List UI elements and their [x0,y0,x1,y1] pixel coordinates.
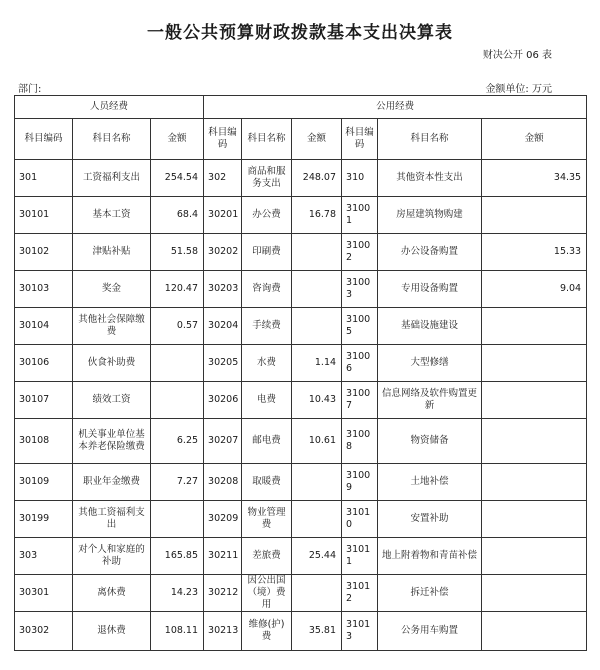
personnel-name-cell-text: 津贴补贴 [92,246,131,257]
personnel-name-cell [73,308,151,345]
table-row [15,464,587,501]
goods-code-cell [204,419,242,464]
goods-name-cell-text: 因公出国（境）费用 [247,575,286,610]
goods-name-cell [242,575,292,612]
goods-code-cell-text: 30208 [208,476,239,487]
goods-code-cell [204,197,242,234]
personnel-name-cell [73,538,151,575]
goods-amount-cell [292,419,342,464]
capital-name-cell-text: 办公设备购置 [401,246,459,257]
capital-name-cell [378,345,482,382]
personnel-name-cell-text: 对个人和家庭的补助 [78,544,145,567]
personnel-name-cell-text: 绩效工资 [92,394,131,405]
capital-name-cell-text: 拆迁补偿 [410,587,449,598]
personnel-name-cell-text: 离休费 [97,587,126,598]
goods-code-cell [204,575,242,612]
goods-code-cell-text: 30203 [208,283,239,294]
table-row [15,308,587,345]
goods-name-cell [242,501,292,538]
goods-amount-cell [292,234,342,271]
capital-name-cell [378,464,482,501]
personnel-amount-cell [151,345,204,382]
personnel-code-cell-text: 30199 [19,513,50,524]
capital-amount-cell [482,197,587,234]
personnel-code-cell [15,575,73,612]
capital-code-cell-text: 31003 [346,277,371,300]
personnel-amount-cell-text: 108.11 [164,625,199,636]
personnel-header: 人员经费 [15,96,204,119]
personnel-name-cell-text: 职业年金缴费 [82,476,140,487]
goods-code-cell-text: 30207 [208,435,239,446]
capital-name-cell [378,271,482,308]
capital-code-cell [342,464,378,501]
personnel-amount-cell-text: 0.57 [176,320,199,331]
col-header-amount: 金额 [292,119,342,160]
personnel-code-cell-text: 30301 [19,587,50,598]
capital-name-cell-text: 专用设备购置 [401,283,459,294]
table-row [15,538,587,575]
personnel-code-cell [15,538,73,575]
capital-name-cell-text: 基础设施建设 [401,320,459,331]
capital-name-cell [378,575,482,612]
capital-code-cell [342,271,378,308]
capital-name-cell-text: 信息网络及软件购置更新 [382,388,478,411]
capital-name-cell [378,538,482,575]
goods-name-cell-text: 印刷费 [252,246,281,257]
personnel-code-cell [15,464,73,501]
goods-amount-cell [292,538,342,575]
personnel-amount-cell-text: 51.58 [170,246,199,257]
personnel-name-cell-text: 基本工资 [92,209,131,220]
unit-label: 金额单位: 万元 [485,84,552,95]
goods-name-cell-text: 办公费 [252,209,281,220]
personnel-code-cell-text: 30108 [19,435,50,446]
goods-name-cell-text: 咨询费 [252,283,281,294]
goods-name-cell-text: 手续费 [252,320,281,331]
capital-name-cell [378,197,482,234]
personnel-name-cell-text: 其他工资福利支出 [78,507,145,530]
personnel-amount-cell-text: 7.27 [176,476,199,487]
capital-name-cell-text: 地上附着物和青苗补偿 [382,550,478,561]
table-row [15,271,587,308]
capital-code-cell-text: 31002 [346,240,371,263]
personnel-code-cell-text: 30302 [19,625,50,636]
goods-code-cell-text: 30212 [208,587,239,598]
personnel-amount-cell-text: 165.85 [164,550,199,561]
capital-code-cell [342,382,378,419]
personnel-name-cell [73,501,151,538]
personnel-code-cell [15,382,73,419]
personnel-name-cell [73,345,151,382]
capital-code-cell [342,612,378,651]
personnel-amount-cell [151,382,204,419]
capital-name-cell [378,308,482,345]
capital-amount-cell-text: 34.35 [553,172,582,183]
goods-name-cell [242,160,292,197]
capital-name-cell [378,419,482,464]
expenditure-table [14,95,587,651]
goods-code-cell [204,501,242,538]
personnel-amount-cell-text: 120.47 [164,283,199,294]
personnel-amount-cell [151,271,204,308]
goods-name-cell-text: 水费 [257,357,277,368]
goods-name-cell [242,308,292,345]
goods-name-cell [242,345,292,382]
col-header-code: 科目编码 [15,119,73,160]
col-header-code: 科目编码 [204,119,242,160]
capital-code-cell-text: 31010 [346,507,371,530]
personnel-code-cell-text: 301 [19,172,38,183]
personnel-name-cell-text: 退休费 [97,625,126,636]
personnel-name-cell [73,160,151,197]
goods-amount-cell-text: 16.78 [308,209,337,220]
personnel-code-cell-text: 30106 [19,357,50,368]
goods-code-cell-text: 30213 [208,625,239,636]
table-row [15,382,587,419]
capital-amount-cell [482,575,587,612]
goods-code-cell-text: 30201 [208,209,239,220]
capital-code-cell [342,575,378,612]
goods-name-cell-text: 邮电费 [252,435,281,446]
capital-amount-cell [482,612,587,651]
goods-code-cell-text: 30205 [208,357,239,368]
capital-code-cell-text: 31012 [346,581,371,604]
col-header-amount: 金额 [151,119,204,160]
goods-name-cell [242,419,292,464]
goods-code-cell [204,464,242,501]
personnel-code-cell-text: 30102 [19,246,50,257]
goods-amount-cell-text: 25.44 [308,550,337,561]
capital-name-cell-text: 大型修缮 [410,357,449,368]
personnel-amount-cell-text: 14.23 [170,587,199,598]
personnel-amount-cell [151,612,204,651]
capital-code-cell [342,501,378,538]
personnel-amount-cell [151,308,204,345]
goods-code-cell-text: 30204 [208,320,239,331]
personnel-code-cell-text: 30101 [19,209,50,220]
goods-amount-cell [292,345,342,382]
personnel-code-cell [15,419,73,464]
capital-name-cell [378,160,482,197]
col-header-name: 科目名称 [242,119,292,160]
capital-code-cell-text: 31011 [346,544,371,567]
goods-code-cell [204,160,242,197]
table-row [15,419,587,464]
table-row [15,234,587,271]
goods-amount-cell [292,612,342,651]
personnel-name-cell [73,382,151,419]
personnel-amount-cell [151,538,204,575]
goods-amount-cell [292,382,342,419]
table-row [15,160,587,197]
goods-name-cell [242,612,292,651]
goods-name-cell [242,382,292,419]
personnel-amount-cell [151,234,204,271]
goods-name-cell [242,464,292,501]
capital-amount-cell [482,345,587,382]
capital-name-cell-text: 公务用车购置 [401,625,459,636]
capital-code-cell [342,160,378,197]
goods-code-cell [204,308,242,345]
capital-code-cell-text: 31005 [346,314,371,337]
goods-code-cell-text: 30209 [208,513,239,524]
goods-name-cell-text: 物业管理费 [247,507,286,530]
personnel-name-cell [73,575,151,612]
goods-amount-cell-text: 10.43 [308,394,337,405]
col-header-name: 科目名称 [73,119,151,160]
personnel-amount-cell [151,575,204,612]
goods-code-cell-text: 302 [208,172,227,183]
table-row [15,345,587,382]
capital-amount-cell [482,501,587,538]
capital-code-cell [342,419,378,464]
goods-code-cell [204,271,242,308]
capital-amount-cell [482,271,587,308]
capital-code-cell [342,345,378,382]
capital-code-cell-text: 31008 [346,429,371,452]
goods-name-cell [242,197,292,234]
goods-code-cell [204,382,242,419]
table-row [15,612,587,651]
col-header-amount: 金额 [482,119,587,160]
goods-amount-cell [292,197,342,234]
personnel-code-cell-text: 30107 [19,394,50,405]
personnel-code-cell [15,271,73,308]
capital-amount-cell [482,419,587,464]
personnel-amount-cell [151,501,204,538]
personnel-amount-cell [151,464,204,501]
capital-name-cell [378,501,482,538]
goods-amount-cell [292,501,342,538]
personnel-code-cell [15,501,73,538]
goods-code-cell-text: 30211 [208,550,239,561]
personnel-name-cell-text: 伙食补助费 [87,357,136,368]
table-row [15,197,587,234]
col-header-name: 科目名称 [378,119,482,160]
personnel-code-cell [15,234,73,271]
goods-code-cell-text: 30202 [208,246,239,257]
capital-code-cell [342,234,378,271]
goods-amount-cell [292,308,342,345]
goods-name-cell-text: 维修(护)费 [248,619,285,642]
goods-amount-cell-text: 248.07 [302,172,337,183]
personnel-name-cell-text: 其他社会保障缴费 [78,314,145,337]
capital-code-cell-text: 31013 [346,619,371,642]
capital-name-cell-text: 房屋建筑物购建 [396,209,463,220]
department-label: 部门: [18,84,42,95]
capital-code-cell [342,538,378,575]
capital-name-cell-text: 土地补偿 [410,476,449,487]
personnel-amount-cell-text: 68.4 [176,209,199,220]
capital-amount-cell [482,464,587,501]
goods-name-cell-text: 取暖费 [252,476,281,487]
capital-code-cell-text: 31009 [346,470,371,493]
goods-amount-cell-text: 35.81 [308,625,337,636]
personnel-name-cell [73,271,151,308]
table-row [15,575,587,612]
capital-code-cell [342,197,378,234]
personnel-amount-cell [151,419,204,464]
personnel-name-cell [73,464,151,501]
goods-code-cell-text: 30206 [208,394,239,405]
personnel-name-cell [73,197,151,234]
personnel-code-cell [15,612,73,651]
personnel-code-cell-text: 303 [19,550,38,561]
personnel-code-cell-text: 30104 [19,320,50,331]
capital-name-cell-text: 物资储备 [410,435,449,446]
goods-name-cell-text: 商品和服务支出 [247,166,286,189]
goods-amount-cell [292,271,342,308]
col-header-code: 科目编码 [342,119,378,160]
form-id: 财决公开 06 表 [482,50,552,61]
personnel-amount-cell-text: 6.25 [176,435,199,446]
capital-name-cell-text: 安置补助 [410,513,449,524]
goods-name-cell [242,538,292,575]
goods-name-cell [242,271,292,308]
goods-amount-cell [292,160,342,197]
personnel-name-cell [73,234,151,271]
goods-amount-cell-text: 1.14 [314,357,337,368]
goods-name-cell-text: 电费 [257,394,277,405]
personnel-name-cell-text: 工资福利支出 [82,172,140,183]
page-title: 一般公共预算财政拨款基本支出决算表 [147,23,453,43]
goods-name-cell [242,234,292,271]
personnel-code-cell [15,197,73,234]
capital-amount-cell [482,382,587,419]
table-row [15,501,587,538]
goods-amount-cell [292,575,342,612]
capital-code-cell-text: 31006 [346,351,371,374]
personnel-amount-cell [151,197,204,234]
capital-amount-cell [482,160,587,197]
capital-amount-cell [482,234,587,271]
capital-name-cell-text: 其他资本性支出 [396,172,463,183]
goods-amount-cell [292,464,342,501]
capital-code-cell-text: 31001 [346,203,371,226]
personnel-amount-cell [151,160,204,197]
goods-code-cell [204,234,242,271]
personnel-amount-cell-text: 254.54 [164,172,199,183]
personnel-code-cell-text: 30109 [19,476,50,487]
personnel-name-cell [73,612,151,651]
capital-amount-cell-text: 9.04 [559,283,582,294]
capital-amount-cell-text: 15.33 [553,246,582,257]
goods-name-cell-text: 差旅费 [252,550,281,561]
public-header: 公用经费 [204,96,587,119]
personnel-name-cell-text: 机关事业单位基本养老保险缴费 [78,429,145,452]
capital-code-cell [342,308,378,345]
goods-code-cell [204,345,242,382]
capital-name-cell [378,234,482,271]
capital-amount-cell [482,308,587,345]
personnel-code-cell-text: 30103 [19,283,50,294]
goods-amount-cell-text: 10.61 [308,435,337,446]
personnel-name-cell [73,419,151,464]
capital-amount-cell [482,538,587,575]
capital-name-cell [378,612,482,651]
capital-code-cell-text: 310 [346,172,365,183]
personnel-name-cell-text: 奖金 [101,283,121,294]
goods-code-cell [204,612,242,651]
personnel-code-cell [15,308,73,345]
capital-name-cell [378,382,482,419]
personnel-code-cell [15,160,73,197]
personnel-code-cell [15,345,73,382]
goods-code-cell [204,538,242,575]
capital-code-cell-text: 31007 [346,388,371,411]
